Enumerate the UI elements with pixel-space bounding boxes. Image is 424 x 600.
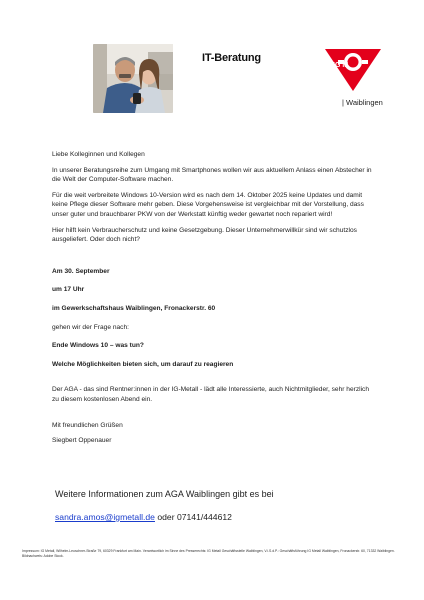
closing-phrase: Mit freundlichen Grüßen: [52, 421, 123, 429]
consumer-paragraph: Hier hilft kein Verbraucherschutz und keine Gesetzgebung. Dieser Unternehmerwillkür sind wir schutzlos ausgeliefert. Oder doch nicht?: [52, 226, 357, 244]
event-place: im Gewerkschaftshaus Waiblingen, Fronackerstr. 60: [52, 304, 216, 312]
invitation-paragraph: Der AGA - das sind Rentner:innen in der IG-Metall - lädt alle Interessierte, auch Nichtmitglieder, sehr herzlich zu diesem kostenlosen Abend ein.: [52, 386, 370, 403]
document-title: IT-Beratung: [202, 52, 261, 64]
question-intro: gehen wir der Frage nach:: [52, 323, 129, 331]
email-link[interactable]: sandra.amos@igmetall.de: [55, 512, 155, 522]
greeting: Liebe Kolleginnen und Kollegen: [52, 151, 145, 158]
contact-connector: oder: [154, 512, 177, 522]
intro-paragraph: In unserer Beratungsreihe zum Umgang mit Smartphones wollen wir aus aktuellem Anlass einen Abstecher in die Welt der Computer-Software machen.: [52, 166, 372, 184]
phone-number: 07141/444612: [176, 512, 232, 522]
event-date: Am 30. September: [52, 267, 110, 275]
imprint-footer: Impressum: IG Metall, Wilhelm-Leuschner-Straße 79, 60329 Frankfurt am Main. Verantwortlich im Sinne des Presserechts: IG Metall Geschäftsstelle Waiblingen, V.i.S.d.P.: Geschäftsführung IG Metall Waiblingen, Fronackerstr. 60, 71332 Waiblingen. Bildnachweis: Adobe Stock.: [22, 549, 395, 558]
question-one: Ende Windows 10 – was tun?: [52, 342, 144, 350]
logo-letters: IG M: [333, 62, 349, 69]
contact-info: Weitere Informationen zum AGA Waiblingen gibt es bei: [55, 489, 274, 499]
windows-paragraph: Für die weit verbreitete Windows 10-Version wird es nach dem 14. Oktober 2025 keine Updates und damit keine Pflege dieser Software mehr geben. Diese Vorgehensweise ist vergleichbar mit der Vorstellung, dass unser guter und brauchbarer PKW von der Werkstatt künftig weder gewartet noch repariert wird!: [52, 191, 364, 218]
ig-metall-logo: [323, 45, 383, 93]
header-photo: [93, 44, 173, 113]
letter-body: [52, 150, 372, 446]
question-two: Welche Möglichkeiten bieten sich, um darauf zu reagieren: [52, 360, 234, 368]
branch-label: | Waiblingen: [342, 98, 383, 107]
event-time: um 17 Uhr: [52, 286, 85, 294]
photo-two-people-with-smartphone: [93, 44, 173, 113]
signature: Siegbert Oppenauer: [52, 437, 112, 445]
ig-metall-logo-icon: [323, 45, 383, 93]
contact-details: [55, 512, 232, 522]
